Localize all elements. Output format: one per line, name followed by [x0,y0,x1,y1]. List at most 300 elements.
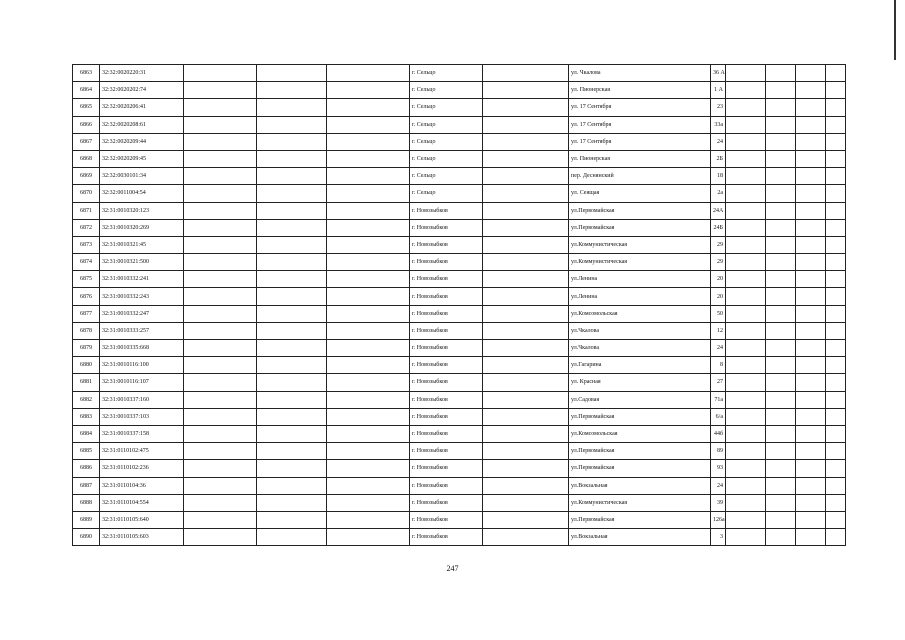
empty-cell [184,425,257,442]
empty-cell [726,133,766,150]
empty-cell [327,133,410,150]
table-row [73,254,846,271]
empty-cell [257,477,327,494]
empty-cell [826,202,846,219]
empty-cell [483,408,569,425]
empty-cell [184,254,257,271]
cadastral-number: 32:31:0010321:500 [100,254,184,271]
empty-cell [796,185,826,202]
empty-cell [483,374,569,391]
row-number: 6864 [73,82,100,99]
cadastral-number: 32:32:0020202:74 [100,82,184,99]
empty-cell [826,236,846,253]
empty-cell [826,65,846,82]
table-row [73,494,846,511]
house-number: 24 [711,477,726,494]
row-number: 6865 [73,99,100,116]
table-row [73,65,846,82]
empty-cell [257,236,327,253]
empty-cell [796,529,826,546]
city: г. Сельцо [410,185,483,202]
table-row [73,99,846,116]
city: г. Новозыбков [410,477,483,494]
empty-cell [483,357,569,374]
city: г. Сельцо [410,99,483,116]
empty-cell [826,133,846,150]
street: ул. Чкалова [569,65,711,82]
empty-cell [766,322,796,339]
row-number: 6869 [73,168,100,185]
cadastral-number: 32:31:0110104:36 [100,477,184,494]
empty-cell [726,425,766,442]
registry-table [72,64,846,546]
empty-cell [726,374,766,391]
empty-cell [184,494,257,511]
empty-cell [826,529,846,546]
empty-cell [726,494,766,511]
empty-cell [826,460,846,477]
row-number: 6863 [73,65,100,82]
empty-cell [796,374,826,391]
empty-cell [327,116,410,133]
empty-cell [766,443,796,460]
empty-cell [826,425,846,442]
empty-cell [766,150,796,167]
empty-cell [826,99,846,116]
city: г. Новозыбков [410,443,483,460]
table-row [73,150,846,167]
empty-cell [726,408,766,425]
empty-cell [327,357,410,374]
street: ул. Пионерская [569,150,711,167]
empty-cell [184,202,257,219]
city: г. Сельцо [410,168,483,185]
empty-cell [726,65,766,82]
empty-cell [726,202,766,219]
empty-cell [257,99,327,116]
empty-cell [483,219,569,236]
cadastral-number: 32:32:0020206:41 [100,99,184,116]
street: ул.Коммунистическая [569,236,711,253]
empty-cell [483,99,569,116]
empty-cell [726,254,766,271]
empty-cell [826,391,846,408]
empty-cell [796,254,826,271]
empty-cell [726,511,766,528]
empty-cell [327,511,410,528]
house-number: 39 [711,494,726,511]
row-number: 6875 [73,271,100,288]
house-number: 20 [711,271,726,288]
empty-cell [483,133,569,150]
table-row [73,168,846,185]
house-number: 50 [711,305,726,322]
street: ул.Первомайская [569,443,711,460]
cadastral-number: 32:31:0110105:603 [100,529,184,546]
street: ул.Коммунистическая [569,494,711,511]
table-row [73,391,846,408]
empty-cell [483,202,569,219]
cadastral-number: 32:31:0010116:100 [100,357,184,374]
street: ул.Первомайская [569,511,711,528]
empty-cell [796,99,826,116]
house-number: 23 [711,99,726,116]
empty-cell [327,219,410,236]
empty-cell [483,322,569,339]
empty-cell [796,391,826,408]
table-row [73,202,846,219]
cadastral-number: 32:31:0010337:103 [100,408,184,425]
empty-cell [766,99,796,116]
empty-cell [766,202,796,219]
row-number: 6867 [73,133,100,150]
city: г. Новозыбков [410,374,483,391]
empty-cell [483,82,569,99]
empty-cell [483,425,569,442]
empty-cell [796,425,826,442]
empty-cell [826,477,846,494]
empty-cell [483,288,569,305]
empty-cell [184,133,257,150]
cadastral-number: 32:31:0010332:243 [100,288,184,305]
city: г. Новозыбков [410,391,483,408]
cadastral-number: 32:31:0010332:247 [100,305,184,322]
row-number: 6878 [73,322,100,339]
empty-cell [257,357,327,374]
cadastral-number: 32:32:0020209:45 [100,150,184,167]
row-number: 6888 [73,494,100,511]
empty-cell [327,202,410,219]
house-number: 29 [711,236,726,253]
city: г. Новозыбков [410,340,483,357]
house-number: 2а [711,185,726,202]
table-row [73,408,846,425]
empty-cell [766,254,796,271]
cadastral-number: 32:32:0020208:61 [100,116,184,133]
empty-cell [766,168,796,185]
city: г. Новозыбков [410,460,483,477]
empty-cell [796,236,826,253]
street: ул.Чкалова [569,340,711,357]
empty-cell [826,116,846,133]
empty-cell [184,99,257,116]
house-number: 93 [711,460,726,477]
empty-cell [257,425,327,442]
table-row [73,133,846,150]
empty-cell [184,374,257,391]
street: ул.Первомайская [569,202,711,219]
empty-cell [184,185,257,202]
empty-cell [327,477,410,494]
empty-cell [184,391,257,408]
city: г. Новозыбков [410,529,483,546]
table-row [73,185,846,202]
empty-cell [184,511,257,528]
house-number: 1 А [711,82,726,99]
empty-cell [726,150,766,167]
empty-cell [766,236,796,253]
empty-cell [796,288,826,305]
empty-cell [327,168,410,185]
empty-cell [766,511,796,528]
street: ул. Сеящая [569,185,711,202]
row-number: 6873 [73,236,100,253]
house-number: 6/а [711,408,726,425]
empty-cell [826,357,846,374]
row-number: 6886 [73,460,100,477]
table-row [73,236,846,253]
city: г. Новозыбков [410,511,483,528]
empty-cell [796,202,826,219]
city: г. Новозыбков [410,494,483,511]
empty-cell [327,65,410,82]
city: г. Новозыбков [410,288,483,305]
empty-cell [766,271,796,288]
empty-cell [184,305,257,322]
empty-cell [257,185,327,202]
empty-cell [184,477,257,494]
empty-cell [796,133,826,150]
empty-cell [726,391,766,408]
empty-cell [257,460,327,477]
empty-cell [766,460,796,477]
city: г. Сельцо [410,150,483,167]
table-row [73,322,846,339]
cadastral-number: 32:31:0010335:668 [100,340,184,357]
empty-cell [796,494,826,511]
empty-cell [796,340,826,357]
empty-cell [796,65,826,82]
cadastral-number: 32:31:0010320:123 [100,202,184,219]
city: г. Сельцо [410,65,483,82]
empty-cell [766,340,796,357]
empty-cell [726,99,766,116]
street: ул.Первомайская [569,460,711,477]
empty-cell [766,374,796,391]
city: г. Новозыбков [410,322,483,339]
empty-cell [257,82,327,99]
empty-cell [483,116,569,133]
cadastral-number: 32:32:0020220:31 [100,65,184,82]
empty-cell [327,340,410,357]
empty-cell [483,305,569,322]
house-number: 29 [711,254,726,271]
empty-cell [726,236,766,253]
house-number: 24Б [711,219,726,236]
city: г. Новозыбков [410,357,483,374]
empty-cell [327,374,410,391]
empty-cell [766,529,796,546]
empty-cell [796,150,826,167]
table-row [73,271,846,288]
empty-cell [483,236,569,253]
row-number: 6868 [73,150,100,167]
street: ул.Первомайская [569,408,711,425]
city: г. Новозыбков [410,408,483,425]
empty-cell [796,219,826,236]
street: ул.Коммунистическая [569,254,711,271]
empty-cell [766,477,796,494]
empty-cell [184,529,257,546]
row-number: 6882 [73,391,100,408]
row-number: 6870 [73,185,100,202]
street: ул.Первомайская [569,219,711,236]
empty-cell [257,150,327,167]
empty-cell [726,357,766,374]
cadastral-number: 32:32:0011004:54 [100,185,184,202]
empty-cell [766,65,796,82]
empty-cell [327,82,410,99]
row-number: 6884 [73,425,100,442]
empty-cell [327,254,410,271]
house-number: 126а [711,511,726,528]
empty-cell [726,116,766,133]
empty-cell [257,116,327,133]
empty-cell [796,271,826,288]
house-number: 18 [711,168,726,185]
empty-cell [766,116,796,133]
city: г. Новозыбков [410,236,483,253]
cadastral-number: 32:31:0010337:158 [100,425,184,442]
house-number: 27 [711,374,726,391]
empty-cell [826,288,846,305]
house-number: 24 [711,340,726,357]
empty-cell [483,529,569,546]
empty-cell [796,322,826,339]
street: ул.Комсомольская [569,305,711,322]
city: г. Новозыбков [410,254,483,271]
empty-cell [327,425,410,442]
row-number: 6871 [73,202,100,219]
empty-cell [726,340,766,357]
empty-cell [184,357,257,374]
row-number: 6866 [73,116,100,133]
empty-cell [796,305,826,322]
cadastral-number: 32:31:0010337:160 [100,391,184,408]
empty-cell [826,494,846,511]
empty-cell [327,494,410,511]
street: пер. Деснянский [569,168,711,185]
street: ул.Комсомольская [569,425,711,442]
empty-cell [766,219,796,236]
house-number: 2Б [711,150,726,167]
empty-cell [483,271,569,288]
empty-cell [826,168,846,185]
empty-cell [257,305,327,322]
empty-cell [826,322,846,339]
empty-cell [766,133,796,150]
street: ул.Гагарина [569,357,711,374]
empty-cell [826,443,846,460]
empty-cell [726,271,766,288]
empty-cell [327,391,410,408]
street: ул.Ленина [569,271,711,288]
empty-cell [257,511,327,528]
empty-cell [483,254,569,271]
registry-body [73,65,846,546]
empty-cell [327,305,410,322]
row-number: 6877 [73,305,100,322]
row-number: 6887 [73,477,100,494]
empty-cell [184,236,257,253]
empty-cell [483,477,569,494]
empty-cell [796,357,826,374]
house-number: 33а [711,116,726,133]
empty-cell [766,357,796,374]
empty-cell [766,288,796,305]
cadastral-number: 32:31:0110102:475 [100,443,184,460]
table-row [73,460,846,477]
row-number: 6872 [73,219,100,236]
empty-cell [766,82,796,99]
empty-cell [184,408,257,425]
empty-cell [826,219,846,236]
empty-cell [796,168,826,185]
table-row [73,529,846,546]
empty-cell [257,254,327,271]
empty-cell [826,82,846,99]
empty-cell [327,271,410,288]
street: ул. Пионерская [569,82,711,99]
table-row [73,340,846,357]
empty-cell [726,477,766,494]
house-number: 20 [711,288,726,305]
city: г. Сельцо [410,82,483,99]
empty-cell [796,477,826,494]
row-number: 6883 [73,408,100,425]
empty-cell [483,511,569,528]
empty-cell [826,271,846,288]
empty-cell [483,494,569,511]
empty-cell [257,408,327,425]
empty-cell [826,305,846,322]
empty-cell [483,391,569,408]
table-row [73,443,846,460]
empty-cell [257,340,327,357]
empty-cell [766,494,796,511]
city: г. Новозыбков [410,271,483,288]
empty-cell [257,391,327,408]
street: ул.Вокзальная [569,477,711,494]
empty-cell [257,288,327,305]
house-number: 89 [711,443,726,460]
cadastral-number: 32:31:0110104:554 [100,494,184,511]
empty-cell [257,202,327,219]
cadastral-number: 32:32:0030101:34 [100,168,184,185]
empty-cell [826,511,846,528]
cadastral-number: 32:31:0110102:236 [100,460,184,477]
empty-cell [766,185,796,202]
row-number: 6876 [73,288,100,305]
empty-cell [257,271,327,288]
table-row [73,82,846,99]
empty-cell [257,494,327,511]
cadastral-number: 32:31:0010116:107 [100,374,184,391]
empty-cell [726,82,766,99]
street: ул.Ленина [569,288,711,305]
empty-cell [184,116,257,133]
empty-cell [327,99,410,116]
table-row [73,477,846,494]
cadastral-number: 32:31:0010333:257 [100,322,184,339]
empty-cell [483,460,569,477]
empty-cell [826,254,846,271]
empty-cell [327,150,410,167]
cadastral-number: 32:31:0010332:241 [100,271,184,288]
street: ул.Садовая [569,391,711,408]
table-row [73,305,846,322]
empty-cell [327,185,410,202]
